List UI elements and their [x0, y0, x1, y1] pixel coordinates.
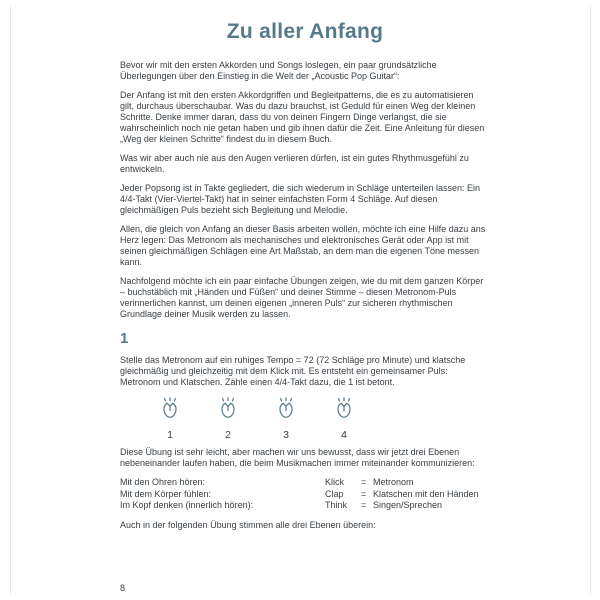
level-eq: =: [361, 500, 367, 510]
beat: [274, 396, 298, 441]
level-label: Mit den Ohren hören:: [120, 477, 206, 487]
clap-icon: [216, 396, 240, 425]
levels-list: [120, 477, 490, 512]
beat-number: 2: [225, 429, 231, 441]
beat: [332, 396, 356, 441]
beat-number: 1: [167, 429, 173, 441]
exercise-followup: Diese Übung ist sehr leicht, aber machen wir uns bewusst, dass wir jetzt drei Ebenen nebeneinander laufen haben, die beim Musikmachen immer miteinander kommunizieren:: [120, 447, 475, 468]
level-value: Metronom: [373, 477, 414, 487]
level-value: Singen/Sprechen: [373, 500, 443, 510]
page-content: [120, 20, 490, 539]
level-label: Mit dem Körper fühlen:: [120, 488, 212, 499]
level-key: Clap: [325, 488, 344, 499]
level-value: Klatschen mit den Händen: [373, 488, 479, 499]
level-eq: =: [361, 488, 367, 499]
page-edge-right: [590, 6, 591, 594]
paragraph: Der Anfang ist mit den ersten Akkordgriffen und Begleitpatterns, die es zu automatisieren gilt, durchaus überschaubar. Was du dazu brauchst, ist Geduld für einen Weg der kleinen Schritte. Denke immer daran, dass du von deinen Fingern Dinge verlangst, die sie wahrscheinlich noch nie getan haben und gib ihnen dafür die Zeit. Eine Anleitung für diesen „Weg der kleinen Schritte“ findest du in diesem Buch.: [120, 90, 485, 144]
closing-paragraph: Auch in der folgenden Übung stimmen alle drei Ebenen überein:: [120, 519, 376, 530]
beat-number: 3: [283, 429, 289, 441]
clap-icon: [158, 396, 182, 425]
paragraph: Jeder Popsong ist in Takte gegliedert, die sich wiederum in Schläge unterteilen lassen: Ein 4/4-Takt (Vier-Viertel-Takt) hat in seiner einfachsten Form 4 Schläge. Auf diesen gleichmäßigen Puls bezieht sich Begleitung und Melodie.: [120, 183, 481, 215]
beat: [158, 396, 182, 441]
exercise-number: 1: [120, 330, 129, 347]
beats-row: [120, 396, 490, 441]
paragraph: Bevor wir mit den ersten Akkorden und Songs loslegen, ein paar grundsätzliche Überlegungen über den Einstieg in die Welt der „Acoustic Pop Guitar“:: [120, 60, 437, 81]
level-key: Think: [325, 500, 348, 510]
clap-icon: [332, 396, 356, 425]
page-edge-left: [10, 6, 11, 594]
paragraph: Allen, die gleich von Anfang an dieser Basis arbeiten wollen, möchte ich eine Hilfe dazu ans Herz legen: Das Metronom als mechanisches und elektronisches Gerät oder App ist mit seinen gleichmäßigen Schlägen eine Art Maßstab, an dem man die eigenen Töne messen kann.: [120, 224, 486, 267]
clap-icon: [274, 396, 298, 425]
exercise-instruction: Stelle das Metronom auf ein ruhiges Tempo = 72 (72 Schläge pro Minute) und klatsche gleichmäßig und gleichzeitig mit dem Klick mit. Es entsteht ein gemeinsamer Puls: Metronom und Klatschen. Zähle einen 4/4-Takt dazu, die 1 ist betont.: [120, 355, 466, 387]
beat-number: 4: [341, 429, 347, 441]
level-label: Im Kopf denken (innerlich hören):: [120, 500, 254, 510]
beat: [216, 396, 240, 441]
paragraph: Was wir aber auch nie aus den Augen verlieren dürfen, ist ein gutes Rhythmusgefühl zu entwickeln.: [120, 153, 469, 174]
page-title: Zu aller Anfang: [226, 20, 384, 43]
level-key: Klick: [325, 477, 345, 487]
page-number: 8: [120, 583, 126, 593]
level-eq: =: [361, 477, 367, 487]
paragraph: Nachfolgend möchte ich ein paar einfache Übungen zeigen, wie du mit dem ganzen Körper – buchstäblich mit „Händen und Füßen“ und deiner Stimme – diesen Metronom-Puls verinnerlichen kannst, um deinen eigenen „inneren Puls“ zur sicheren rhythmischen Grundlage deiner Musik werden zu lassen.: [120, 276, 484, 319]
